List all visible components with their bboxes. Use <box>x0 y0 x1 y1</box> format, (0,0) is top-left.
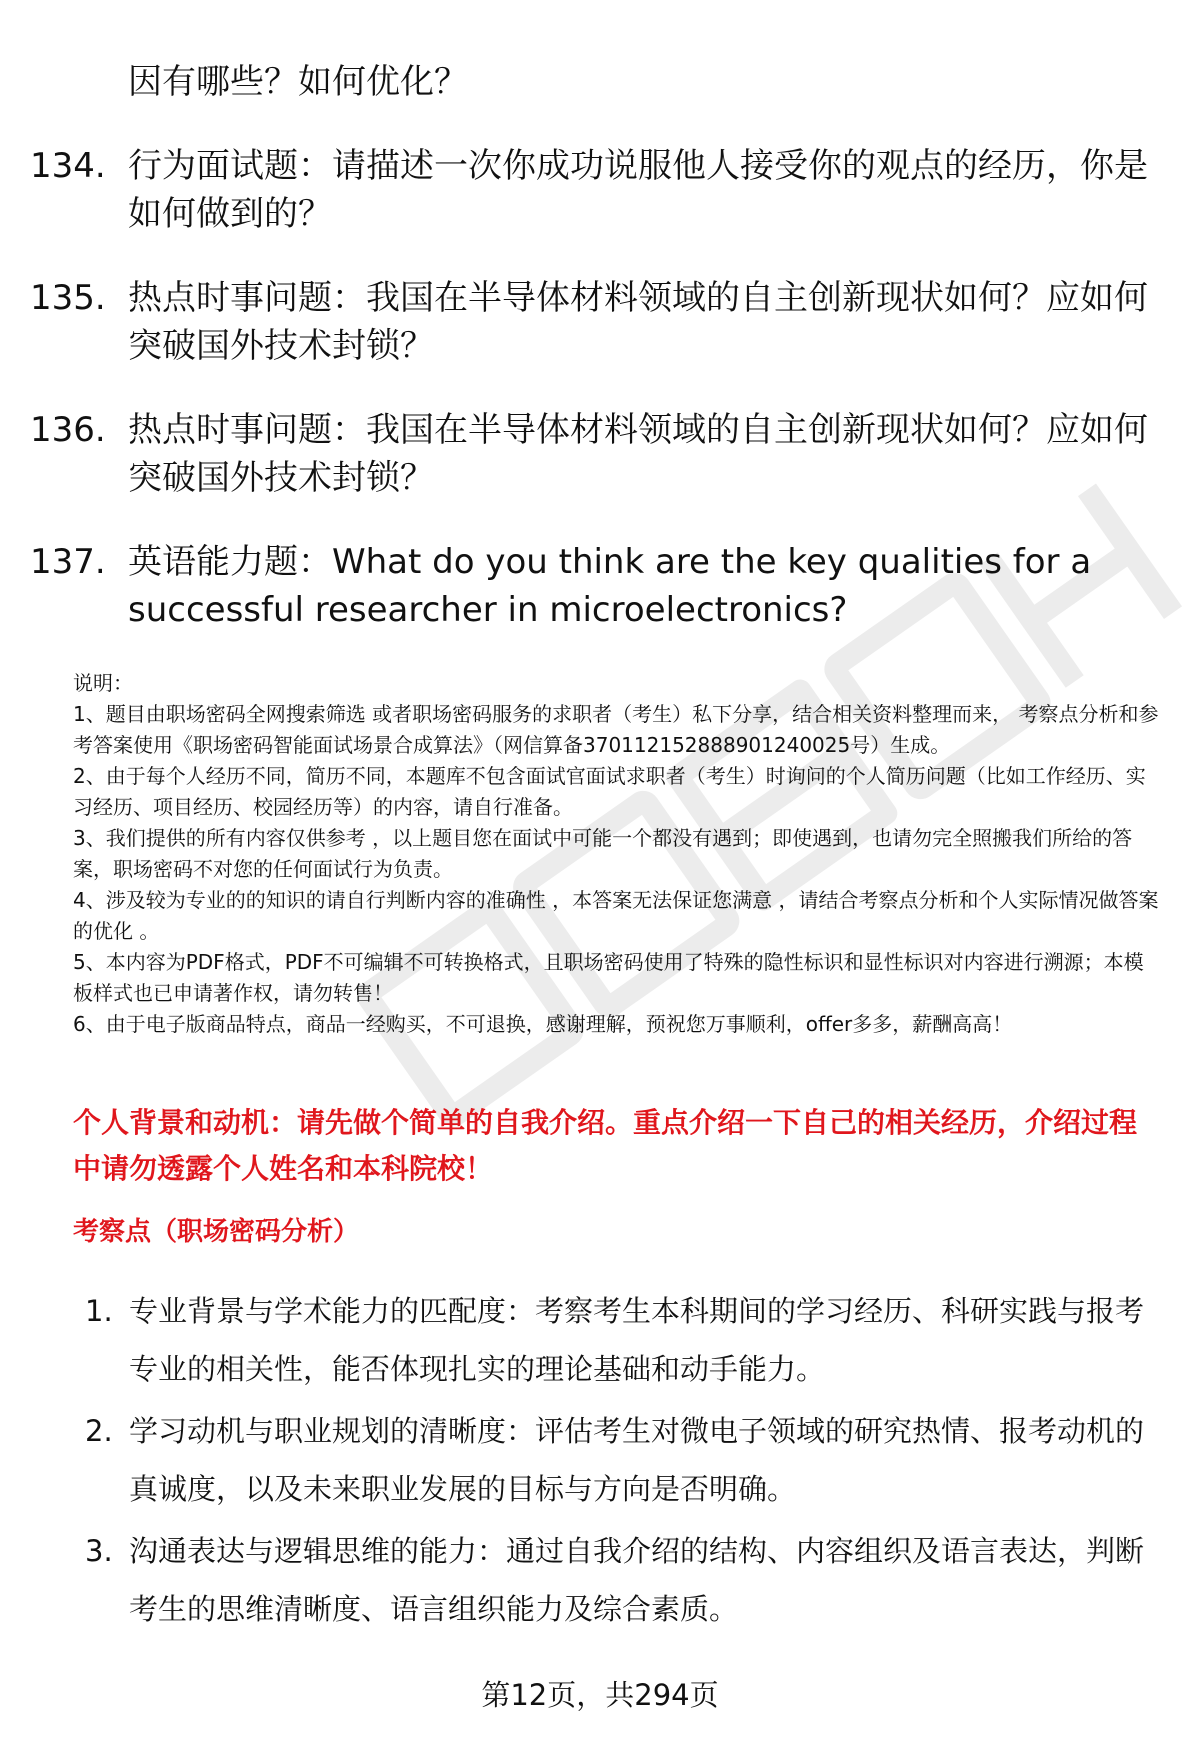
note-item: 4、涉及较为专业的的知识的请自行判断内容的准确性 ，本答案无法保证您满意 ，请结合考察点分析和个人实际情况做答案的优化 。 <box>73 888 1159 943</box>
question-text: 因有哪些？如何优化？ <box>128 62 468 102</box>
question-text: 热点时事问题：我国在半导体材料领域的自主创新现状如何？应如何突破国外技术封锁？ <box>128 410 1148 498</box>
point-number: 2. <box>85 1414 113 1448</box>
question-text: 热点时事问题：我国在半导体材料领域的自主创新现状如何？应如何突破国外技术封锁？ <box>128 278 1148 366</box>
page-footer: 第12页，共294页 <box>481 1678 719 1712</box>
question-number: 134. <box>30 146 106 186</box>
note-item: 2、由于每个人经历不同，简历不同，本题库不包含面试官面试求职者（考生）时询问的个人简历问题（比如工作经历、实习经历、项目经历、校园经历等）的内容，请自行准备。 <box>73 764 1146 819</box>
question-item <box>30 538 1170 634</box>
question-number: 137. <box>30 542 106 582</box>
note-item: 6、由于电子版商品特点，商品一经购买，不可退换，感谢理解，预祝您万事顺利，offer多多，薪酬高高！ <box>73 1012 1013 1036</box>
note-item: 3、我们提供的所有内容仅供参考 ，以上题目您在面试中可能一个都没有遇到；即使遇到，也请勿完全照搬我们所给的答案，职场密码不对您的任何面试行为负责。 <box>73 826 1133 881</box>
analysis-point <box>85 1522 1165 1638</box>
question-item <box>30 58 1170 106</box>
note-item: 5、本内容为PDF格式，PDF不可编辑不可转换格式，且职场密码使用了特殊的隐性标识和显性标识对内容进行溯源；本模板样式也已申请著作权，请勿转售！ <box>73 950 1144 1005</box>
analysis-title: 考察点（职场密码分析） <box>73 1217 360 1247</box>
question-item <box>30 274 1170 370</box>
question-item <box>30 142 1170 238</box>
question-item <box>30 406 1170 502</box>
point-number: 1. <box>85 1294 113 1328</box>
question-number: 136. <box>30 410 106 450</box>
analysis-point <box>85 1282 1165 1398</box>
question-text: 英语能力题：What do you think are the key qualities for a successful researcher in microelectronics? <box>128 542 1092 630</box>
point-text: 学习动机与职业规划的清晰度：评估考生对微电子领域的研究热情、报考动机的真诚度，以及未来职业发展的目标与方向是否明确。 <box>129 1414 1145 1506</box>
point-text: 专业背景与学术能力的匹配度：考察考生本科期间的学习经历、科研实践与报考专业的相关性，能否体现扎实的理论基础和动手能力。 <box>129 1294 1145 1386</box>
question-text: 行为面试题：请描述一次你成功说服他人接受你的观点的经历，你是如何做到的？ <box>128 146 1148 234</box>
analysis-points <box>85 1282 1165 1642</box>
question-number <box>30 58 128 106</box>
analysis-point <box>85 1402 1165 1518</box>
point-text: 沟通表达与逻辑思维的能力：通过自我介绍的结构、内容组织及语言表达，判断考生的思维清晰度、语言组织能力及综合素质。 <box>129 1534 1145 1626</box>
note-item: 1、题目由职场密码全网搜索筛选 或者职场密码服务的求职者（考生）私下分享，结合相关资料整理而来， 考察点分析和参考答案使用《职场密码智能面试场景合成算法》（网信算备370112152888901240025号）生成。 <box>73 702 1159 757</box>
point-number: 3. <box>85 1534 113 1568</box>
notes-heading: 说明： <box>73 671 133 695</box>
disclaimer-notes <box>73 668 1163 1040</box>
question-number: 135. <box>30 278 106 318</box>
question-list <box>30 58 1170 670</box>
section-question-title: 个人背景和动机：请先做个简单的自我介绍。重点介绍一下自己的相关经历，介绍过程中请勿透露个人姓名和本科院校！ <box>73 1106 1138 1185</box>
